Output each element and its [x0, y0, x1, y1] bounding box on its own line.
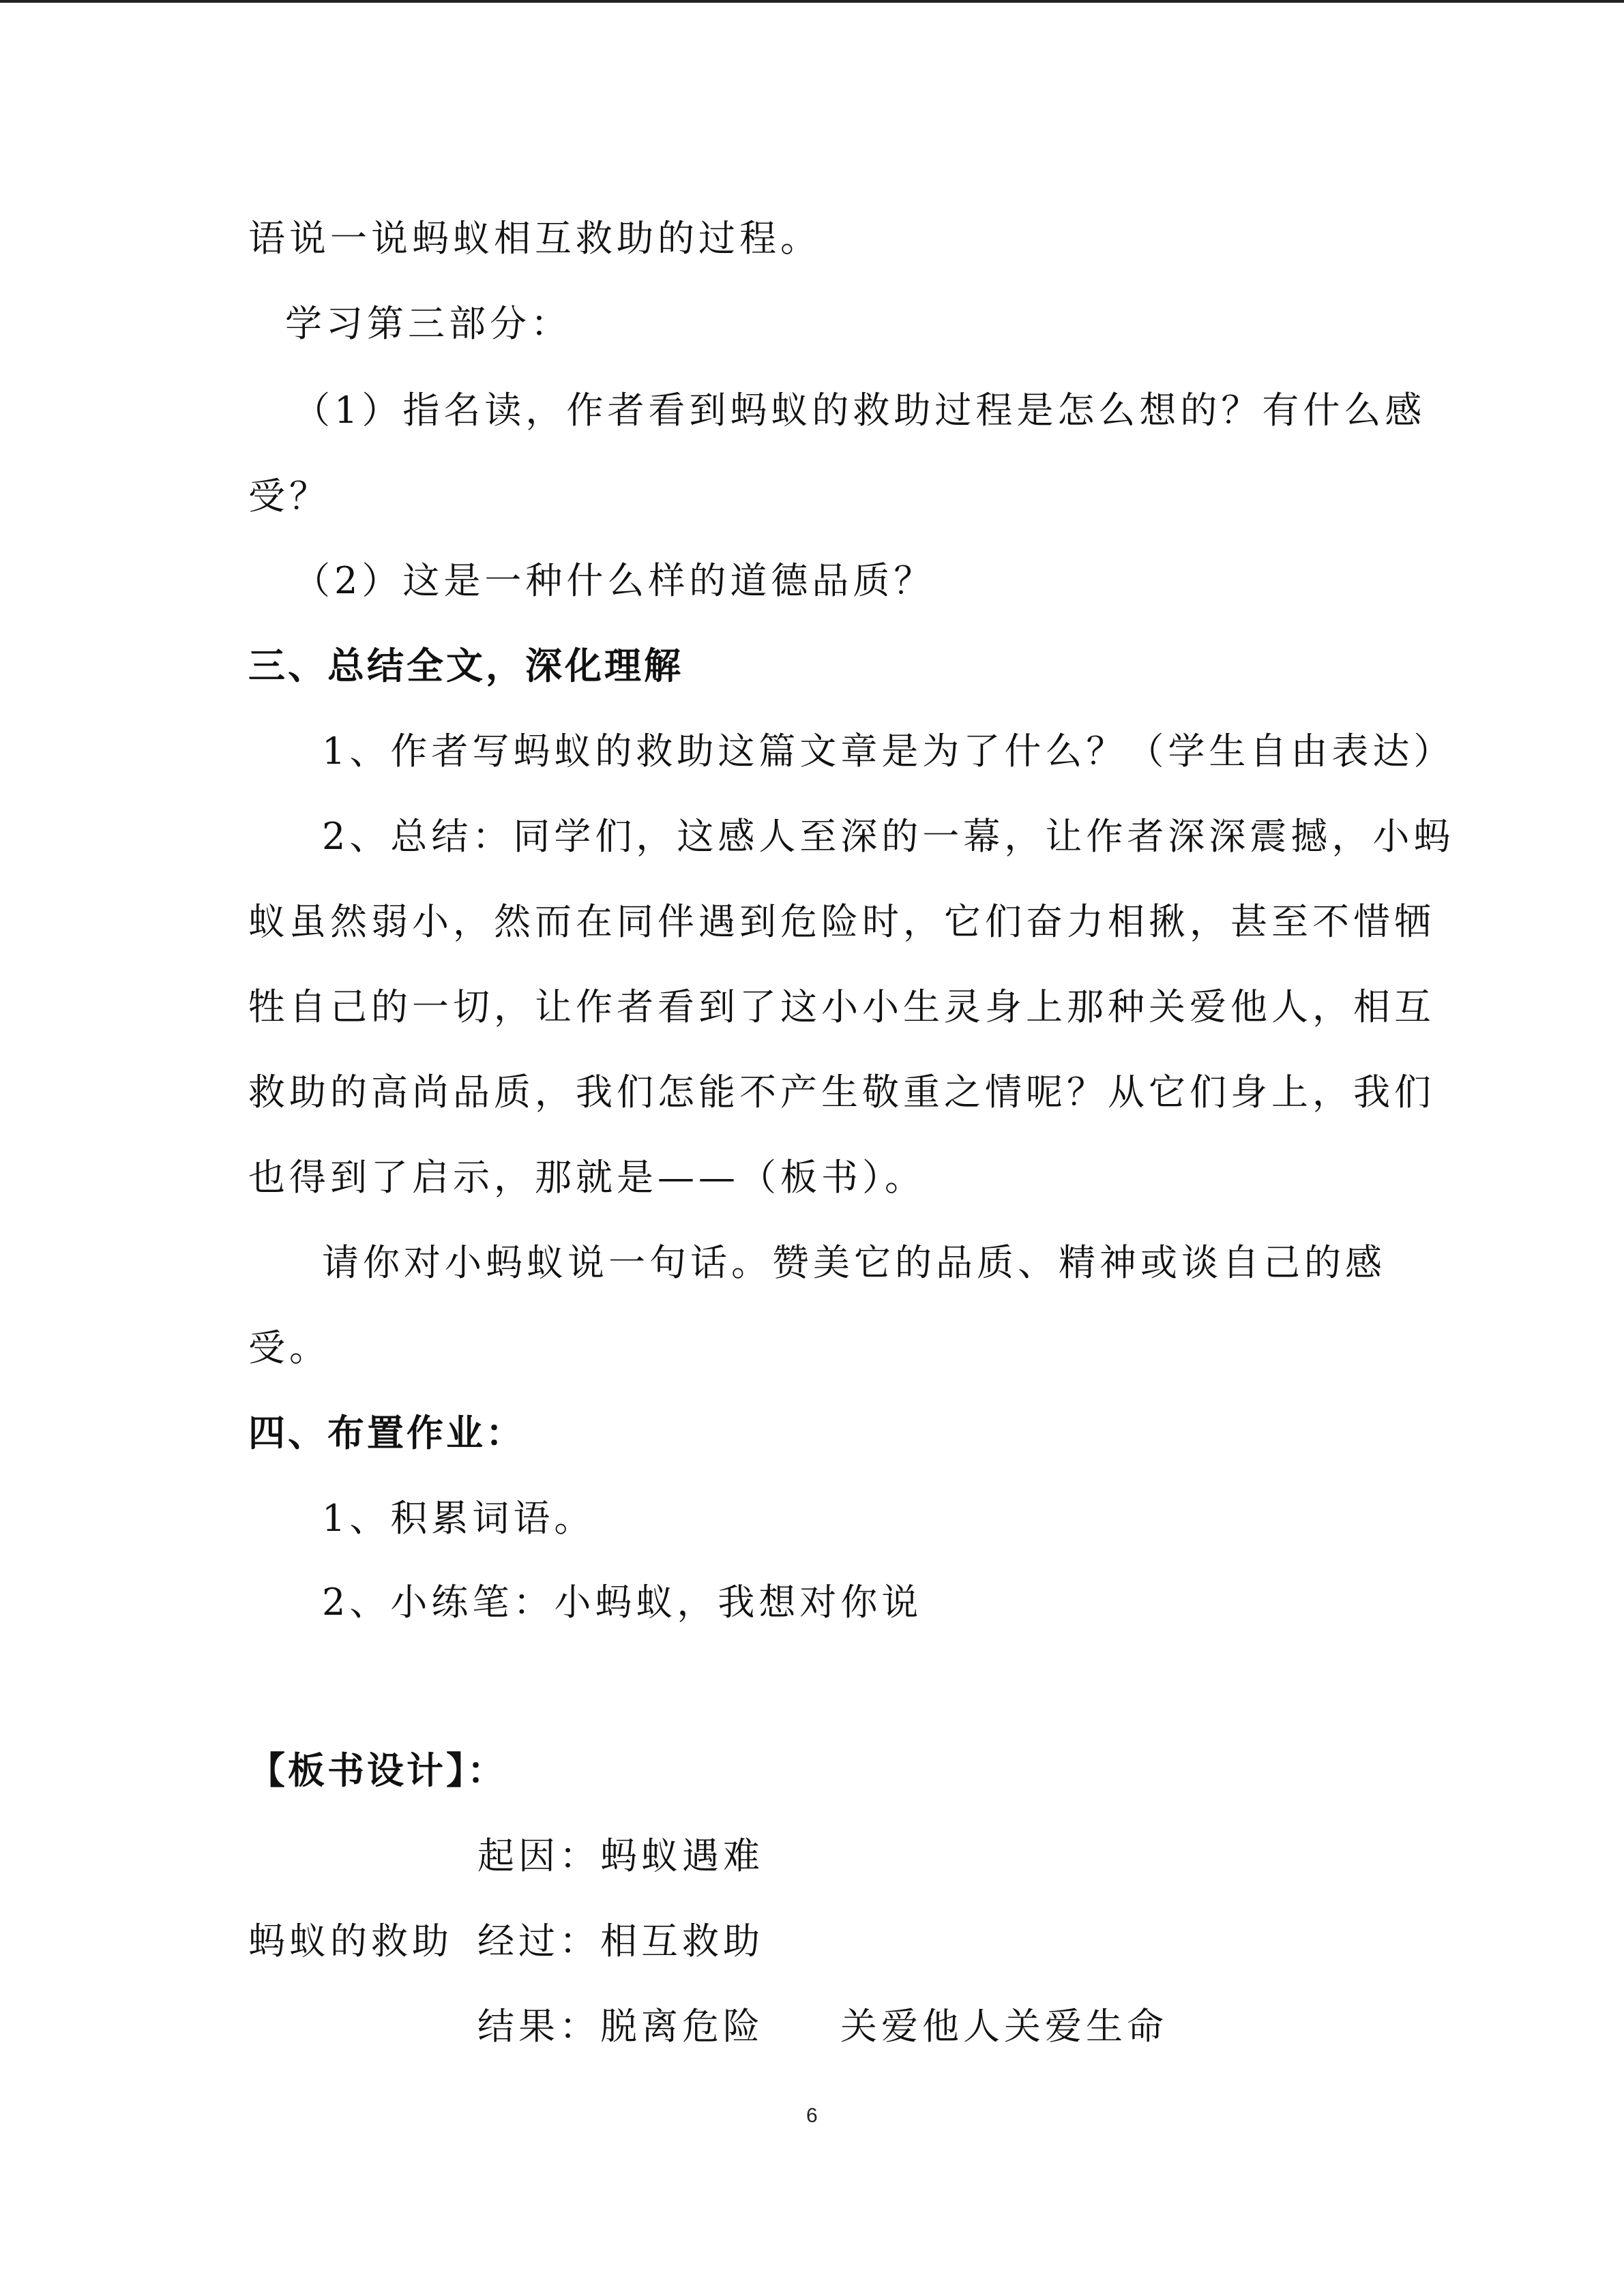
page-top-border — [0, 0, 1624, 3]
question-1-line-end: 受？ — [248, 475, 330, 518]
summary-item-1: 1、作者写蚂蚁的救助这篇文章是为了什么？（学生自由表达） — [322, 730, 1455, 773]
board-cause: 起因：蚂蚁遇难 — [477, 1834, 764, 1877]
homework-item-2: 2、小练笔：小蚂蚁，我想对你说 — [322, 1581, 923, 1624]
section-subtitle: 学习第三部分： — [285, 302, 572, 345]
paragraph-line: 请你对小蚂蚁说一句话。赞美它的品质、精神或谈自己的感 — [322, 1241, 1386, 1284]
board-process: 经过：相互救助 — [477, 1920, 764, 1963]
page-number: 6 — [806, 2104, 818, 2127]
paragraph-line: 也得到了启示，那就是——（板书）。 — [248, 1156, 926, 1199]
section-heading-summary: 三、总结全文，深化理解 — [248, 644, 683, 687]
paragraph-line: 蚁虽然弱小，然而在同伴遇到危险时，它们奋力相揪，甚至不惜牺 — [248, 900, 1435, 943]
paragraph-line: 牲自己的一切，让作者看到了这小小生灵身上那种关爱他人，相互 — [248, 985, 1435, 1028]
homework-item-1: 1、积累词语。 — [322, 1497, 595, 1540]
board-title: 蚂蚁的救助 — [248, 1920, 453, 1963]
summary-item-2: 2、总结：同学们，这感人至深的一幕，让作者深深震撼，小蚂 — [322, 815, 1455, 858]
question-1-line: （1）指名读，作者看到蚂蚁的救助过程是怎么想的？有什么感 — [293, 389, 1426, 432]
section-heading-homework: 四、布置作业： — [248, 1412, 525, 1455]
paragraph-line: 救助的高尚品质，我们怎能不产生敬重之情呢？从它们身上，我们 — [248, 1071, 1435, 1114]
board-design-heading: 【板书设计】： — [248, 1749, 507, 1792]
question-2: （2）这是一种什么样的道德品质？ — [293, 559, 935, 602]
paragraph-line: 受。 — [248, 1326, 330, 1369]
paragraph-line: 语说一说蚂蚁相互救助的过程。 — [248, 217, 821, 260]
board-theme: 关爱他人关爱生命 — [840, 2005, 1168, 2048]
board-result: 结果：脱离危险 — [477, 2005, 764, 2048]
